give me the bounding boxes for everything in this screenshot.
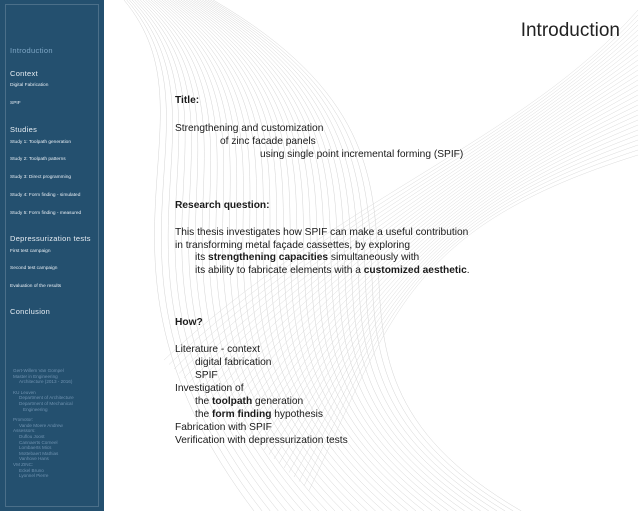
credits-line: Duflou Joost	[19, 433, 45, 439]
wave-line	[274, 120, 638, 459]
sidebar-item-digital-fabrication[interactable]: Digital Fabrication	[10, 83, 49, 88]
wave-line	[279, 125, 638, 464]
wave-line	[174, 20, 638, 369]
how-line-6: the form finding hypothesis	[195, 409, 323, 420]
research-question-label: Research question:	[175, 200, 270, 211]
credits-line: Assessors:	[13, 428, 36, 434]
how-line-4: Investigation of	[175, 383, 244, 394]
credits-line: Department of Mechanical	[19, 400, 73, 406]
how-line-8: Verification with depressurization tests	[175, 435, 348, 446]
credits-line: Department of Architecture	[19, 395, 74, 401]
research-question-line-4: its ability to fabricate elements with a customized aesthetic.	[195, 265, 470, 276]
wave-line	[299, 145, 638, 482]
sidebar-item-spif[interactable]: SPIF	[10, 101, 21, 106]
credits-line: Engineering	[23, 406, 48, 412]
credits-line: Lyonnel Pierre	[19, 473, 49, 479]
wave-line	[194, 40, 638, 387]
research-question-line-1: This thesis investigates how SPIF can make a useful contribution	[175, 227, 469, 238]
credits-line: Gert-Willem Van Gompel	[13, 368, 64, 373]
wave-line	[294, 140, 638, 477]
credits-line: Vande Moere Andrew	[19, 422, 63, 428]
sidebar-item-study-5-form-finding-measured[interactable]: Study 5: Form finding - measured	[10, 211, 82, 216]
credits-line: Architecture (2013 - 2016)	[19, 379, 73, 385]
how-line-5: the toolpath generation	[195, 396, 304, 407]
sidebar-item-study-3-direct-programming[interactable]: Study 3: Direct programming	[10, 175, 72, 180]
sidebar-item-study-2-toolpath-patterns[interactable]: Study 2: Toolpath patterns	[10, 157, 66, 162]
credits-line: Vanhove Hans	[19, 456, 49, 462]
sidebar	[0, 0, 104, 511]
sidebar-item-study-1-toolpath-generation[interactable]: Study 1: Toolpath generation	[10, 140, 71, 145]
sidebar-credits	[13, 368, 101, 479]
sidebar-item-first-test-campaign[interactable]: First test campaign	[10, 249, 51, 254]
page-title: Introduction	[520, 20, 620, 41]
wave-line	[169, 15, 638, 365]
title-line-3: using single point incremental forming (SPIF)	[260, 149, 464, 160]
sidebar-item-conclusion[interactable]: Conclusion	[10, 307, 51, 316]
how-line-1: Literature - context	[175, 344, 260, 355]
title-line-1: Strengthening and customization	[175, 123, 324, 134]
credits-line: KU Leuven	[13, 389, 36, 395]
credits-line: Lombaerts Mics	[19, 445, 52, 451]
sidebar-item-introduction[interactable]: Introduction	[10, 46, 53, 55]
sidebar-item-depressurization-tests[interactable]: Depressurization tests	[10, 234, 91, 243]
how-line-3: SPIF	[195, 370, 218, 381]
credits-line: Promotor:	[13, 417, 34, 423]
sidebar-item-studies[interactable]: Studies	[10, 125, 38, 134]
sidebar-item-context[interactable]: Context	[10, 69, 38, 78]
sidebar-item-second-test-campaign[interactable]: Second test campaign	[10, 266, 58, 271]
credits-line: Master in Engineering	[13, 373, 58, 379]
sidebar-item-evaluation-of-the-results[interactable]: Evaluation of the results	[10, 284, 62, 289]
credits-line: Cannaerts Corneel	[19, 439, 58, 445]
research-question-line-3: its strengthening capacities simultaneously with	[195, 252, 420, 263]
title-label: Title:	[175, 95, 200, 106]
how-label: How?	[175, 317, 203, 328]
wave-line	[199, 45, 638, 392]
title-line-2: of zinc facade panels	[220, 136, 316, 147]
how-line-7: Fabrication with SPIF	[175, 422, 272, 433]
credits-line: Mottebaert Mathias	[19, 450, 59, 456]
research-question-line-2: in transforming metal façade cassettes, by exploring	[175, 240, 410, 251]
credits-line: Eckel Bruno	[19, 467, 44, 473]
credits-line: VM ZINC:	[13, 461, 34, 467]
wave-line	[289, 135, 638, 473]
how-line-2: digital fabrication	[195, 357, 272, 368]
sidebar-item-study-4-form-finding-simulated[interactable]: Study 4: Form finding - simulated	[10, 193, 81, 198]
